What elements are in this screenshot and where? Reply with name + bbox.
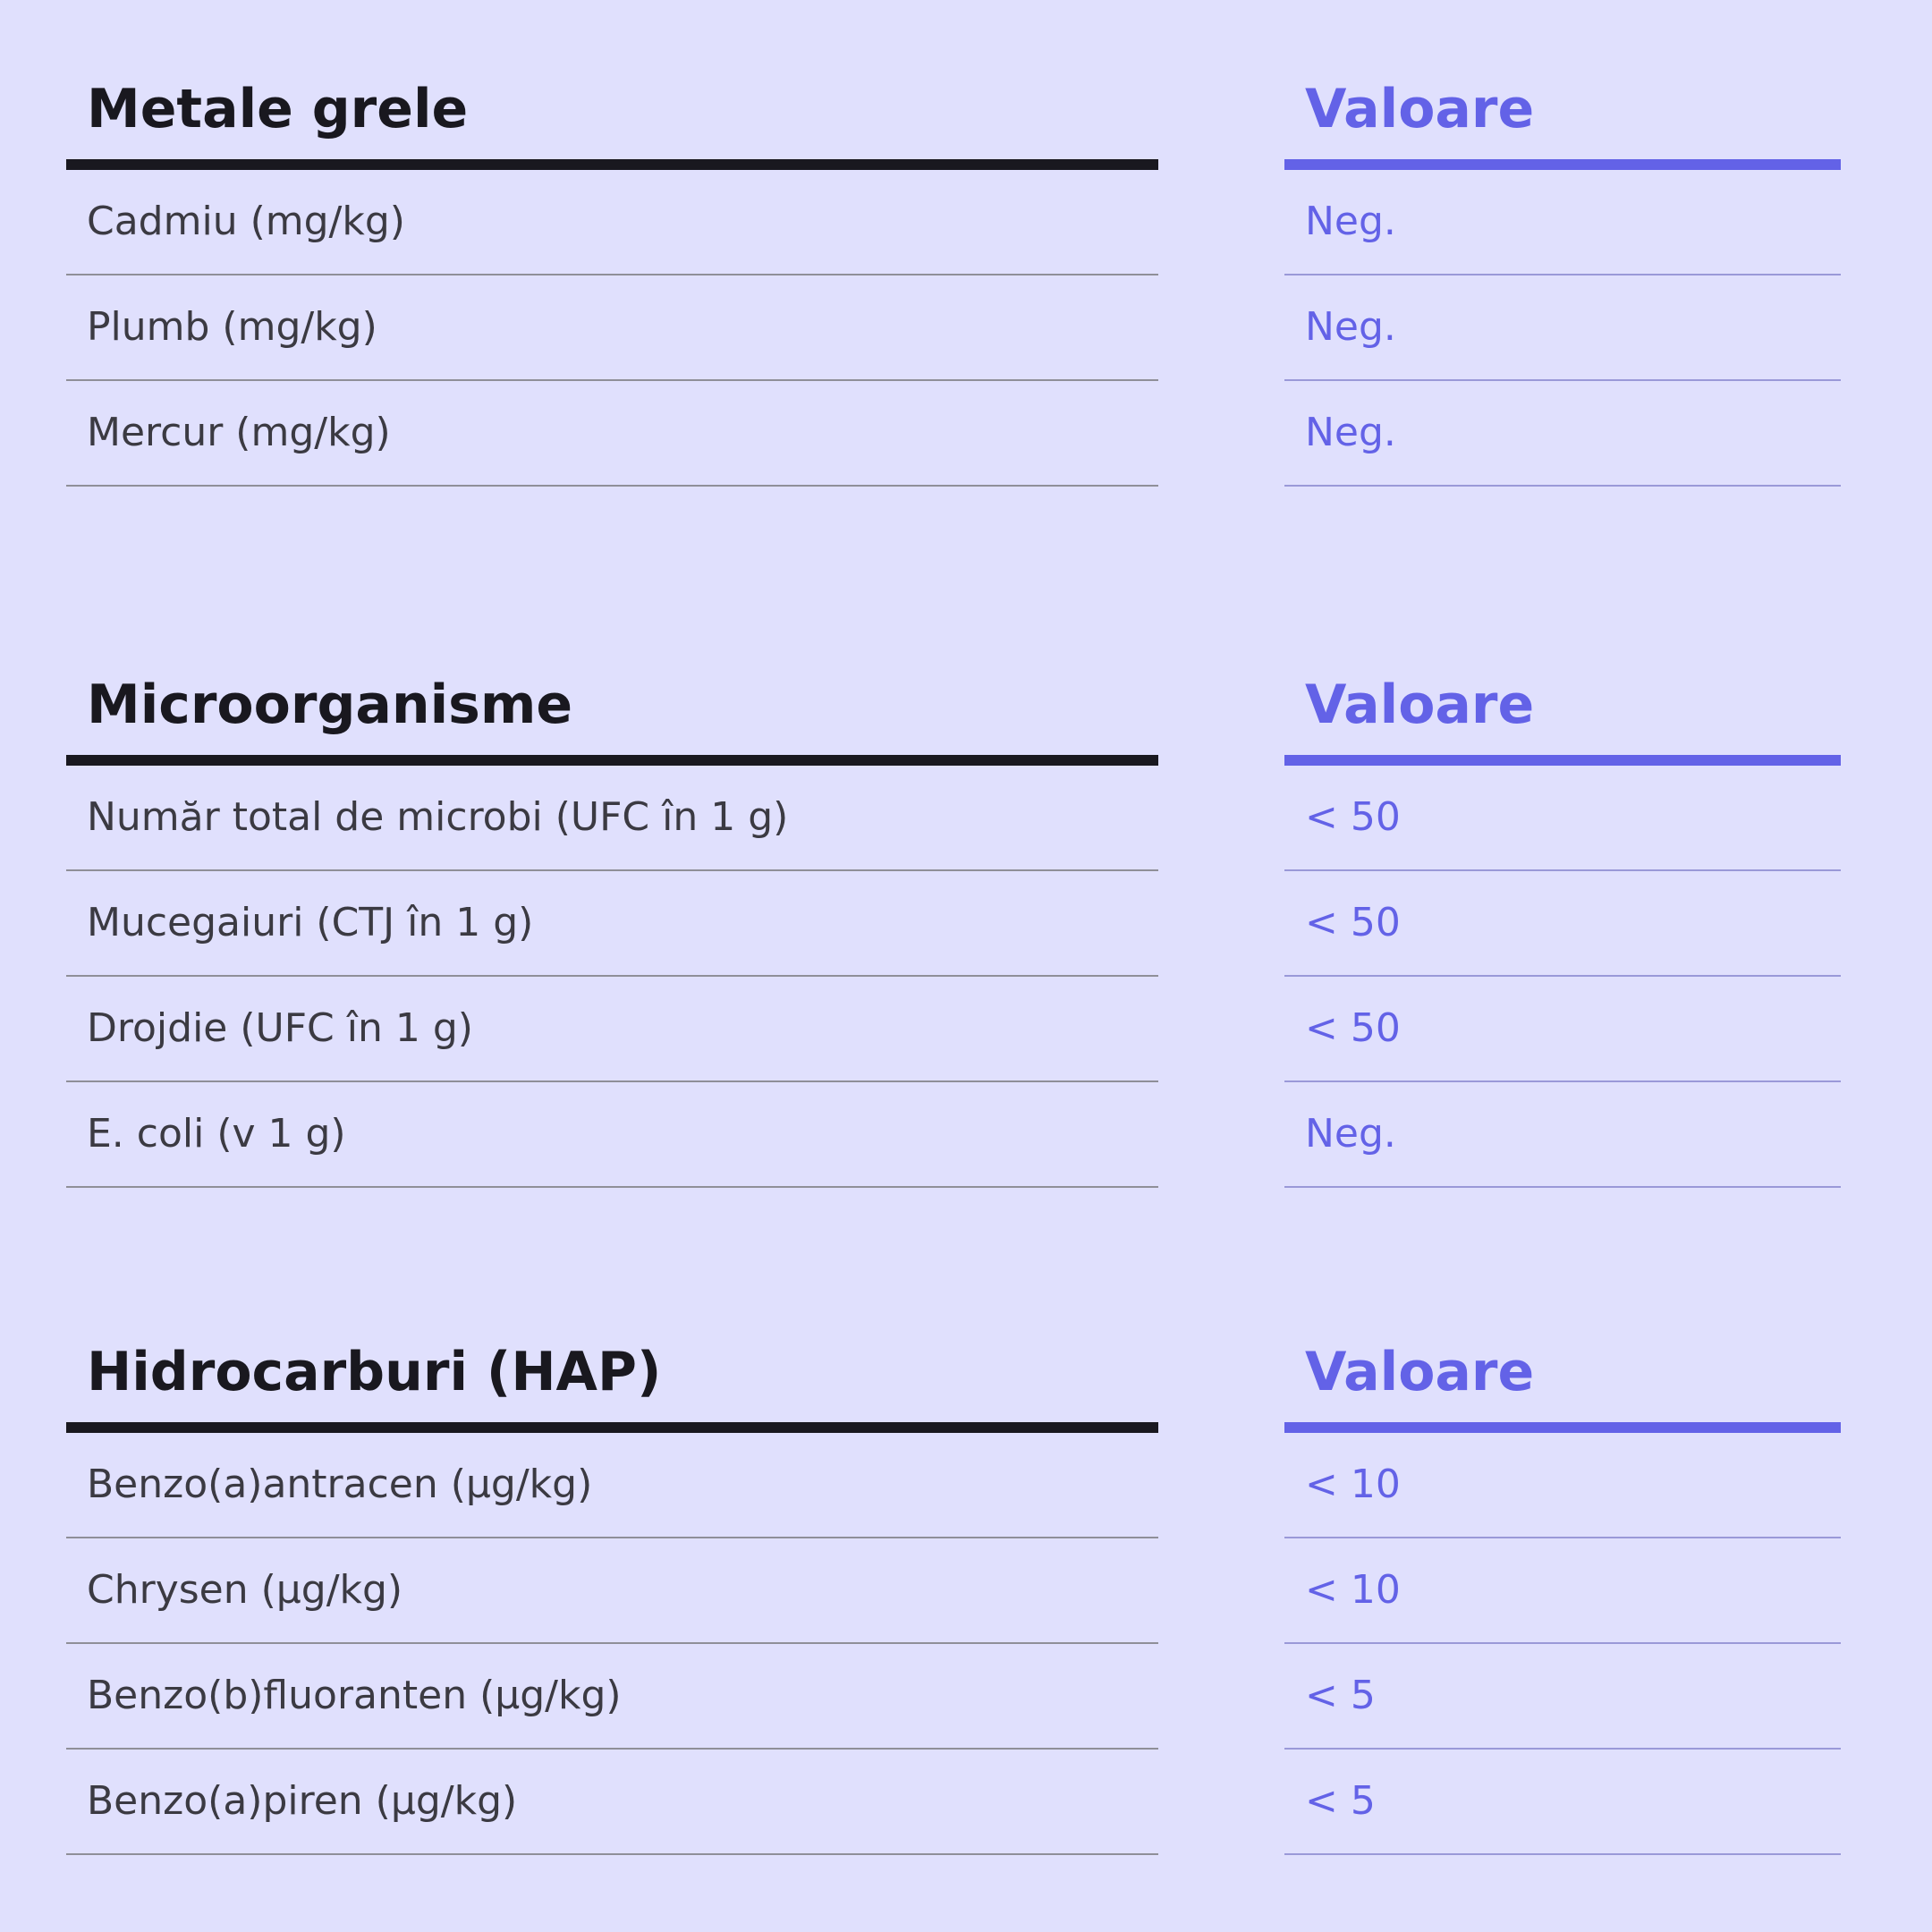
section-header [66,64,1158,170]
table-row [66,1082,1158,1188]
section-header [66,1327,1158,1433]
parameter-label: Chrysen (µg/kg) [87,1567,403,1613]
value-header-label: Valoare [1305,78,1535,140]
table-row [1284,1433,1841,1538]
parameter-label: Număr total de microbi (UFC în 1 g) [87,794,789,840]
parameter-label: Mercur (mg/kg) [87,410,391,455]
section-header [66,660,1158,766]
value-header [1284,64,1841,170]
parameter-column [66,64,1158,487]
value-header-label: Valoare [1305,1341,1535,1403]
table-row [66,1644,1158,1750]
table-row [1284,170,1841,275]
value-cell: Neg. [1305,410,1396,455]
value-column [1284,1327,1841,1855]
value-cell: < 50 [1305,1005,1401,1051]
value-cell: Neg. [1305,304,1396,350]
parameter-label: Mucegaiuri (CTJ în 1 g) [87,900,534,945]
table-row [66,1538,1158,1644]
value-cell: Neg. [1305,199,1396,244]
value-cell: < 50 [1305,794,1401,840]
section-title: Metale grele [87,78,469,140]
table-row [1284,1644,1841,1750]
value-cell: < 10 [1305,1567,1401,1613]
table-row [1284,1538,1841,1644]
table-row [1284,871,1841,977]
parameter-label: Cadmiu (mg/kg) [87,199,405,244]
value-cell: < 5 [1305,1673,1376,1718]
table-row [1284,381,1841,487]
table-row [66,381,1158,487]
parameter-label: Drojdie (UFC în 1 g) [87,1005,473,1051]
table-row [66,977,1158,1082]
value-cell: < 5 [1305,1778,1376,1824]
table-row [66,1750,1158,1855]
parameter-label: Plumb (mg/kg) [87,304,377,350]
table-row [1284,766,1841,871]
value-cell: Neg. [1305,1111,1396,1157]
value-header-label: Valoare [1305,674,1535,736]
table-row [66,170,1158,275]
table-row [66,766,1158,871]
parameter-label: E. coli (v 1 g) [87,1111,346,1157]
table-row [1284,977,1841,1082]
table-row [1284,1082,1841,1188]
table-row [1284,275,1841,381]
parameter-label: Benzo(b)fluoranten (µg/kg) [87,1673,622,1718]
section-title: Hidrocarburi (HAP) [87,1341,662,1403]
section-title: Microorganisme [87,674,573,736]
value-header [1284,1327,1841,1433]
value-header [1284,660,1841,766]
value-column [1284,660,1841,1188]
table-row [66,1433,1158,1538]
value-cell: < 50 [1305,900,1401,945]
table-row [1284,1750,1841,1855]
parameter-label: Benzo(a)piren (µg/kg) [87,1778,518,1824]
parameter-column [66,1327,1158,1855]
value-cell: < 10 [1305,1462,1401,1507]
table-row [66,871,1158,977]
parameter-column [66,660,1158,1188]
value-column [1284,64,1841,487]
table-row [66,275,1158,381]
parameter-label: Benzo(a)antracen (µg/kg) [87,1462,593,1507]
